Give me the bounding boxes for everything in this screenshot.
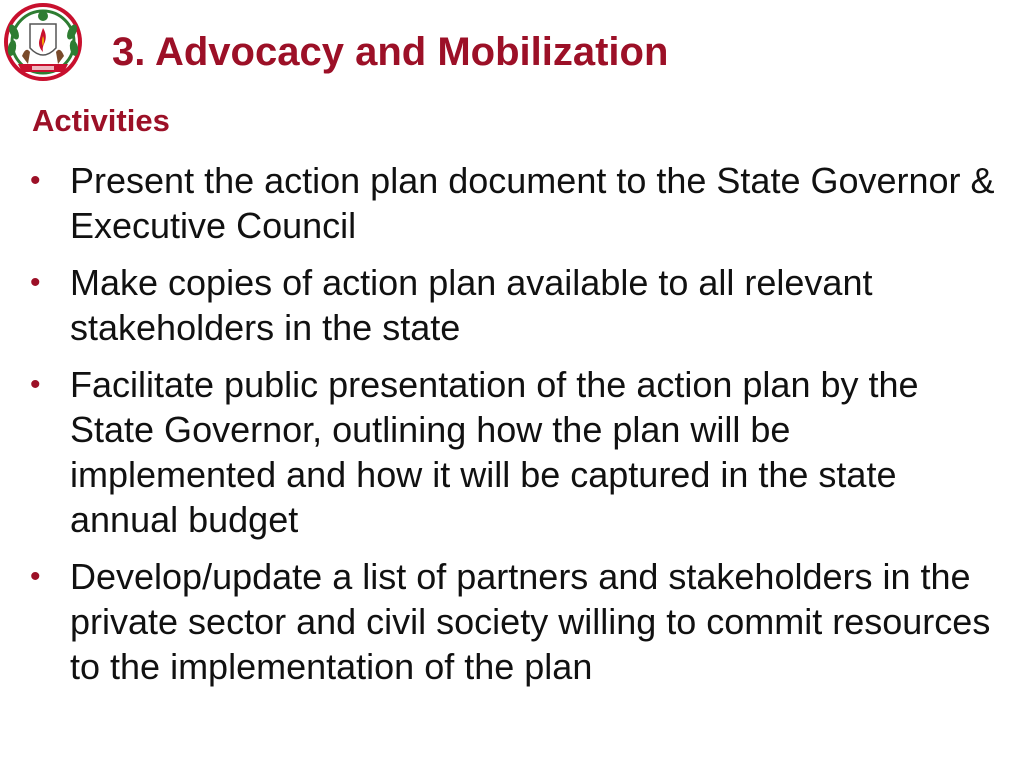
bullet-dot-icon: • [30, 164, 41, 197]
section-subtitle: Activities [32, 103, 170, 138]
bullet-list [30, 158, 995, 701]
bullet-text: Develop/update a list of partners and stakeholders in the private sector and civil society willing to commit resources to the implementation of the plan [70, 556, 991, 687]
bullet-item [30, 554, 995, 689]
bullet-dot-icon: • [30, 368, 41, 401]
bullet-dot-icon: • [30, 560, 41, 593]
coat-of-arms-icon [2, 2, 84, 84]
bullet-item [30, 362, 995, 542]
bullet-item [30, 260, 995, 350]
bullet-text: Facilitate public presentation of the action plan by the State Governor, outlining how the plan will be implemented and how it will be captured in the state annual budget [70, 364, 919, 540]
bullet-text: Present the action plan document to the State Governor & Executive Council [70, 160, 995, 246]
slide-title: 3. Advocacy and Mobilization [112, 30, 669, 74]
bullet-dot-icon: • [30, 266, 41, 299]
bullet-item [30, 158, 995, 248]
bullet-text: Make copies of action plan available to all relevant stakeholders in the state [70, 262, 873, 348]
